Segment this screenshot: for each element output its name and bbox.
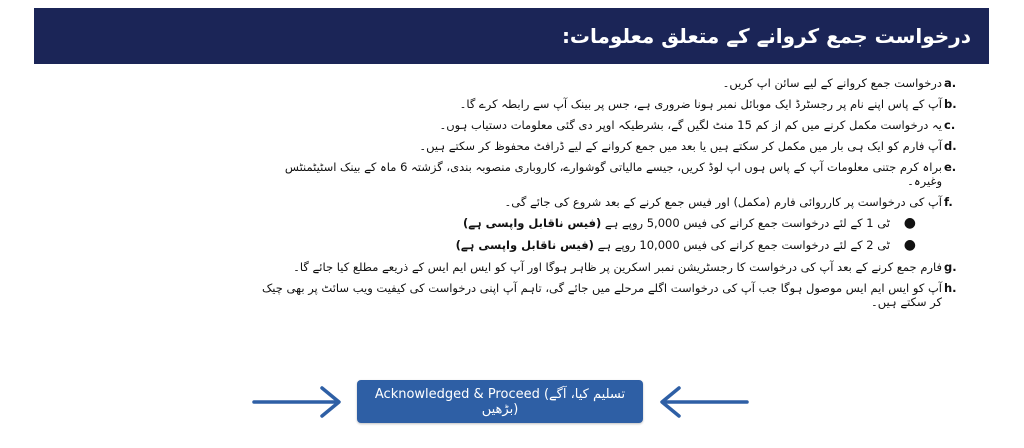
instruction-item-e bbox=[250, 160, 958, 188]
instruction-item-g bbox=[250, 260, 958, 274]
bullet-icon: ● bbox=[903, 215, 916, 231]
instruction-item-h bbox=[250, 281, 958, 309]
fee-text bbox=[463, 216, 890, 230]
arrow-right-icon bbox=[252, 385, 344, 419]
arrow-left-icon bbox=[657, 385, 749, 419]
section-title: درخواست جمع کروانے کے متعلق معلومات: bbox=[561, 24, 971, 48]
instruction-item-c bbox=[250, 118, 958, 132]
item-text: درخواست جمع کروانے کے لیے سائن اپ کریں۔ bbox=[722, 76, 942, 90]
item-text: براہ کرم جتنی معلومات آپ کے پاس ہوں اپ لوڈ کریں، جیسے مالیاتی گوشوارے، کاروباری منصوبہ بندی، گزشتہ 6 ماہ کے بینک اسٹیٹمنٹس وغیرہ۔ bbox=[284, 160, 942, 188]
item-text: آپ فارم کو ایک ہی بار میں مکمل کر سکتے ہیں یا بعد میں جمع کروانے کے لیے ڈرافٹ محفوظ کر سکتے ہیں۔ bbox=[419, 139, 942, 153]
item-letter: d. bbox=[944, 139, 957, 153]
instruction-item-d bbox=[250, 139, 958, 153]
item-text: یہ درخواست مکمل کرنے میں کم از کم 15 منٹ لگیں گے، بشرطیکہ اوپر دی گئی معلومات دستیاب ہوں۔ bbox=[439, 118, 942, 132]
item-letter: f. bbox=[944, 195, 953, 209]
fee-text bbox=[456, 238, 890, 252]
instructions-list bbox=[250, 76, 958, 316]
item-text: آپ کے پاس اپنے نام پر رجسٹرڈ ایک موبائل نمبر ہونا ضروری ہے، جس پر بینک آپ سے رابطہ کرے گا۔ bbox=[459, 97, 942, 111]
item-text: فارم جمع کرنے کے بعد آپ کی درخواست کا رجسٹریشن نمبر اسکرین پر ظاہر ہوگا اور آپ کو ایس ایم ایس کے ذریعے مطلع کیا جائے گا۔ bbox=[293, 260, 942, 274]
item-letter: a. bbox=[944, 76, 957, 90]
item-letter: e. bbox=[944, 160, 957, 174]
instruction-item-a bbox=[250, 76, 958, 90]
item-letter: b. bbox=[944, 97, 957, 111]
fee-item-t2 bbox=[250, 238, 958, 252]
fee-note: (فیس ناقابل واپسی ہے) bbox=[462, 216, 602, 230]
bullet-icon: ● bbox=[903, 237, 916, 253]
item-text: آپ کی درخواست پر کارروائی فارم (مکمل) اور فیس جمع کرنے کے بعد شروع کی جائے گی۔ bbox=[504, 195, 942, 209]
item-letter: c. bbox=[944, 118, 956, 132]
instruction-item-b bbox=[250, 97, 958, 111]
instruction-item-f bbox=[250, 195, 958, 209]
acknowledge-proceed-button[interactable]: Acknowledged & Proceed (تسلیم کیا، آگے بڑھیں) bbox=[357, 380, 643, 423]
item-letter: g. bbox=[944, 260, 957, 274]
fee-item-t1 bbox=[250, 216, 958, 230]
fee-note: (فیس ناقابل واپسی ہے) bbox=[455, 238, 594, 252]
fee-description: ٹی 1 کے لئے درخواست جمع کرانے کی فیس 5,000 روپے ہے bbox=[604, 216, 890, 230]
item-letter: h. bbox=[944, 281, 957, 295]
item-text: آپ کو ایس ایم ایس موصول ہوگا جب آپ کی درخواست اگلے مرحلے میں جائے گی، تاہم آپ اپنی درخواست کی کیفیت ویب سائٹ پر بھی چیک کر سکتے ہیں۔ bbox=[261, 281, 942, 309]
section-header bbox=[34, 8, 989, 64]
fee-description: ٹی 2 کے لئے درخواست جمع کرانے کی فیس 10,000 روپے ہے bbox=[597, 238, 890, 252]
